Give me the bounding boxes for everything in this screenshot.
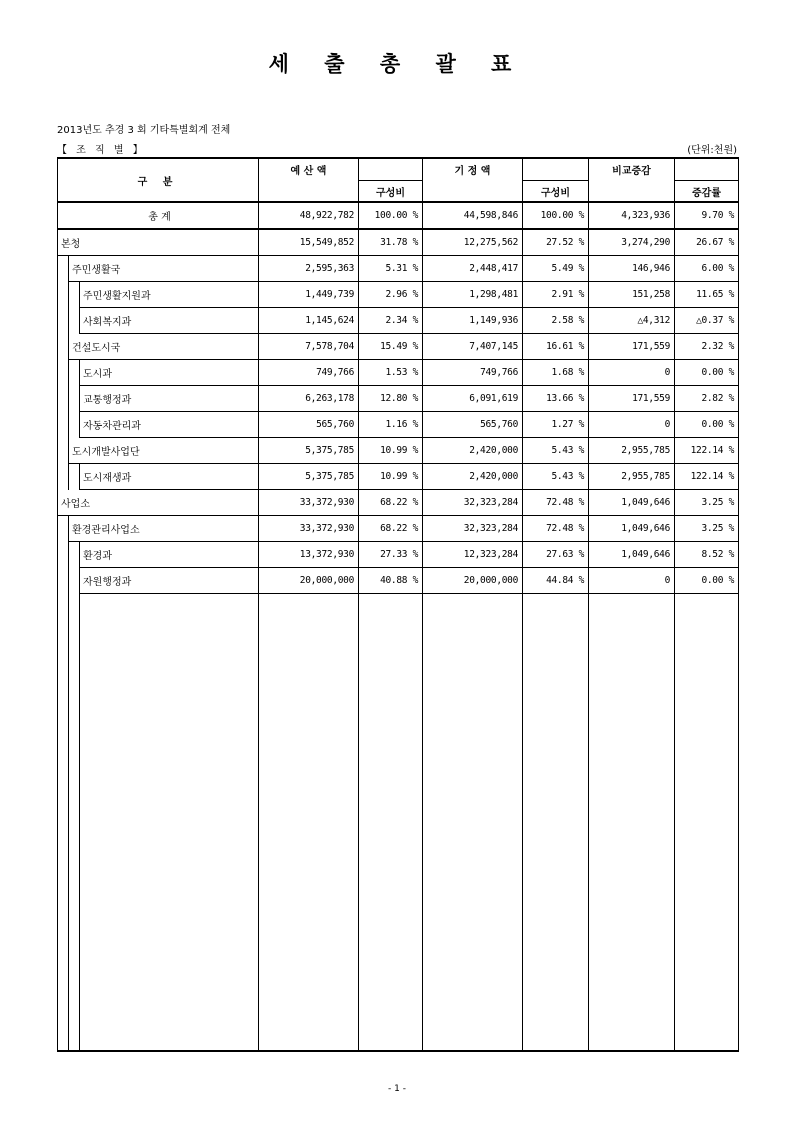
cell-diff-rate: 11.65 % [675,282,739,308]
cell-existing-ratio: 1.27 % [523,412,589,438]
cell-diff-rate: 122.14 % [675,438,739,464]
filler-cell [80,594,259,1052]
header-existing: 기 정 액 [423,158,523,181]
row-name: 자동차관리과 [80,412,259,438]
header-diff: 비교증감 [589,158,675,181]
cell-diff: 0 [589,412,675,438]
cell-existing: 565,760 [423,412,523,438]
page-number: - 1 - [388,1084,406,1094]
cell-existing-ratio: 2.91 % [523,282,589,308]
table-row [58,229,739,256]
cell-existing: 2,420,000 [423,464,523,490]
indent-cell [69,542,80,568]
filler-cell [423,594,523,1052]
cell-existing-ratio: 44.84 % [523,568,589,594]
cell-existing: 32,323,284 [423,516,523,542]
indent-cell [58,412,69,438]
cell-budget-ratio: 27.33 % [359,542,423,568]
row-name: 도시과 [80,360,259,386]
table-row [58,568,739,594]
cell-diff-rate: 0.00 % [675,568,739,594]
cell-diff-rate: 3.25 % [675,490,739,516]
cell-diff-rate: 0.00 % [675,360,739,386]
cell-diff: 151,258 [589,282,675,308]
cell-diff-rate: 122.14 % [675,464,739,490]
cell-existing: 1,298,481 [423,282,523,308]
table-row [58,282,739,308]
row-name: 총 계 [58,202,259,229]
cell-budget: 33,372,930 [259,490,359,516]
cell-existing: 749,766 [423,360,523,386]
cell-existing-ratio: 5.43 % [523,438,589,464]
cell-diff-rate: 26.67 % [675,229,739,256]
row-name: 건설도시국 [69,334,259,360]
indent-cell [69,282,80,308]
cell-budget: 6,263,178 [259,386,359,412]
cell-budget: 749,766 [259,360,359,386]
cell-budget-ratio: 2.34 % [359,308,423,334]
header-budget: 예 산 액 [259,158,359,181]
table-row [58,412,739,438]
cell-diff-rate: 8.52 % [675,542,739,568]
cell-diff-rate: 9.70 % [675,202,739,229]
cell-diff: 146,946 [589,256,675,282]
header-budget-ratio: 구성비 [359,181,423,203]
cell-existing: 6,091,619 [423,386,523,412]
cell-existing-ratio: 1.68 % [523,360,589,386]
cell-existing: 12,275,562 [423,229,523,256]
indent-cell [58,516,69,542]
indent-cell [58,568,69,594]
header-category: 구 분 [58,158,259,202]
unit-label: (단위:천원) [687,145,737,156]
cell-existing-ratio: 27.52 % [523,229,589,256]
indent-cell [69,568,80,594]
cell-diff: 3,274,290 [589,229,675,256]
indent-cell [69,412,80,438]
cell-existing: 1,149,936 [423,308,523,334]
cell-diff-rate: 3.25 % [675,516,739,542]
filler-cell [58,594,69,1052]
row-name: 교통행정과 [80,386,259,412]
expenditure-summary-table [57,157,739,1052]
filler-cell [589,594,675,1052]
cell-budget: 13,372,930 [259,542,359,568]
cell-budget-ratio: 31.78 % [359,229,423,256]
table-row [58,516,739,542]
cell-existing: 32,323,284 [423,490,523,516]
cell-existing: 20,000,000 [423,568,523,594]
table-row [58,334,739,360]
row-name: 환경과 [80,542,259,568]
cell-diff: 0 [589,568,675,594]
table-row [58,360,739,386]
cell-existing-ratio: 5.49 % [523,256,589,282]
filler-cell [675,594,739,1052]
cell-diff: 1,049,646 [589,490,675,516]
cell-diff: 2,955,785 [589,464,675,490]
cell-diff: 171,559 [589,386,675,412]
cell-budget-ratio: 1.16 % [359,412,423,438]
indent-cell [69,386,80,412]
cell-diff: 1,049,646 [589,542,675,568]
row-name: 사업소 [58,490,259,516]
row-name: 도시재생과 [80,464,259,490]
table-row [58,542,739,568]
cell-existing-ratio: 16.61 % [523,334,589,360]
cell-budget: 7,578,704 [259,334,359,360]
cell-budget: 1,145,624 [259,308,359,334]
cell-budget-ratio: 100.00 % [359,202,423,229]
indent-cell [58,438,69,464]
cell-budget-ratio: 10.99 % [359,464,423,490]
row-name: 사회복지과 [80,308,259,334]
cell-diff-rate: △0.37 % [675,308,739,334]
table-row [58,464,739,490]
cell-existing: 2,448,417 [423,256,523,282]
cell-diff: △4,312 [589,308,675,334]
indent-cell [58,464,69,490]
table-row [58,490,739,516]
cell-budget: 20,000,000 [259,568,359,594]
section-label: 【 조 직 별 】 [57,145,146,156]
table-row [58,386,739,412]
indent-cell [58,386,69,412]
cell-diff-rate: 0.00 % [675,412,739,438]
cell-diff-rate: 2.82 % [675,386,739,412]
document-subtitle: 2013년도 추경 3 회 기타특별회계 전체 [57,125,231,136]
cell-existing-ratio: 5.43 % [523,464,589,490]
cell-diff: 1,049,646 [589,516,675,542]
cell-diff: 4,323,936 [589,202,675,229]
indent-cell [58,542,69,568]
cell-existing-ratio: 27.63 % [523,542,589,568]
cell-budget-ratio: 40.88 % [359,568,423,594]
cell-budget: 5,375,785 [259,464,359,490]
indent-cell [69,360,80,386]
cell-budget: 1,449,739 [259,282,359,308]
cell-existing-ratio: 72.48 % [523,490,589,516]
header-existing-ratio: 구성비 [523,181,589,203]
cell-budget-ratio: 15.49 % [359,334,423,360]
table-row [58,308,739,334]
cell-budget-ratio: 1.53 % [359,360,423,386]
filler-cell [523,594,589,1052]
cell-existing-ratio: 13.66 % [523,386,589,412]
row-name: 환경관리사업소 [69,516,259,542]
row-name: 주민생활국 [69,256,259,282]
cell-budget-ratio: 12.80 % [359,386,423,412]
indent-cell [69,464,80,490]
total-row [58,202,739,229]
row-name: 주민생활지원과 [80,282,259,308]
cell-diff: 171,559 [589,334,675,360]
cell-existing-ratio: 100.00 % [523,202,589,229]
table-row [58,438,739,464]
cell-budget-ratio: 5.31 % [359,256,423,282]
cell-budget: 565,760 [259,412,359,438]
filler-cell [359,594,423,1052]
page-title: 세 출 총 괄 표 [268,52,526,76]
filler-cell [259,594,359,1052]
cell-diff: 2,955,785 [589,438,675,464]
cell-diff: 0 [589,360,675,386]
header-diff-rate: 증감률 [675,181,739,203]
cell-existing: 44,598,846 [423,202,523,229]
cell-budget: 48,922,782 [259,202,359,229]
indent-cell [58,282,69,308]
cell-existing: 7,407,145 [423,334,523,360]
indent-cell [58,256,69,282]
indent-cell [58,360,69,386]
cell-diff-rate: 6.00 % [675,256,739,282]
table-row [58,256,739,282]
cell-budget: 15,549,852 [259,229,359,256]
cell-existing-ratio: 2.58 % [523,308,589,334]
indent-cell [58,308,69,334]
cell-existing: 2,420,000 [423,438,523,464]
cell-existing: 12,323,284 [423,542,523,568]
cell-budget: 5,375,785 [259,438,359,464]
row-name: 자원행정과 [80,568,259,594]
table-filler-row [58,594,739,1052]
cell-budget-ratio: 10.99 % [359,438,423,464]
cell-budget: 33,372,930 [259,516,359,542]
cell-existing-ratio: 72.48 % [523,516,589,542]
cell-budget-ratio: 68.22 % [359,516,423,542]
filler-cell [69,594,80,1052]
row-name: 도시개발사업단 [69,438,259,464]
cell-diff-rate: 2.32 % [675,334,739,360]
cell-budget: 2,595,363 [259,256,359,282]
indent-cell [69,308,80,334]
row-name: 본청 [58,229,259,256]
indent-cell [58,334,69,360]
cell-budget-ratio: 2.96 % [359,282,423,308]
cell-budget-ratio: 68.22 % [359,490,423,516]
